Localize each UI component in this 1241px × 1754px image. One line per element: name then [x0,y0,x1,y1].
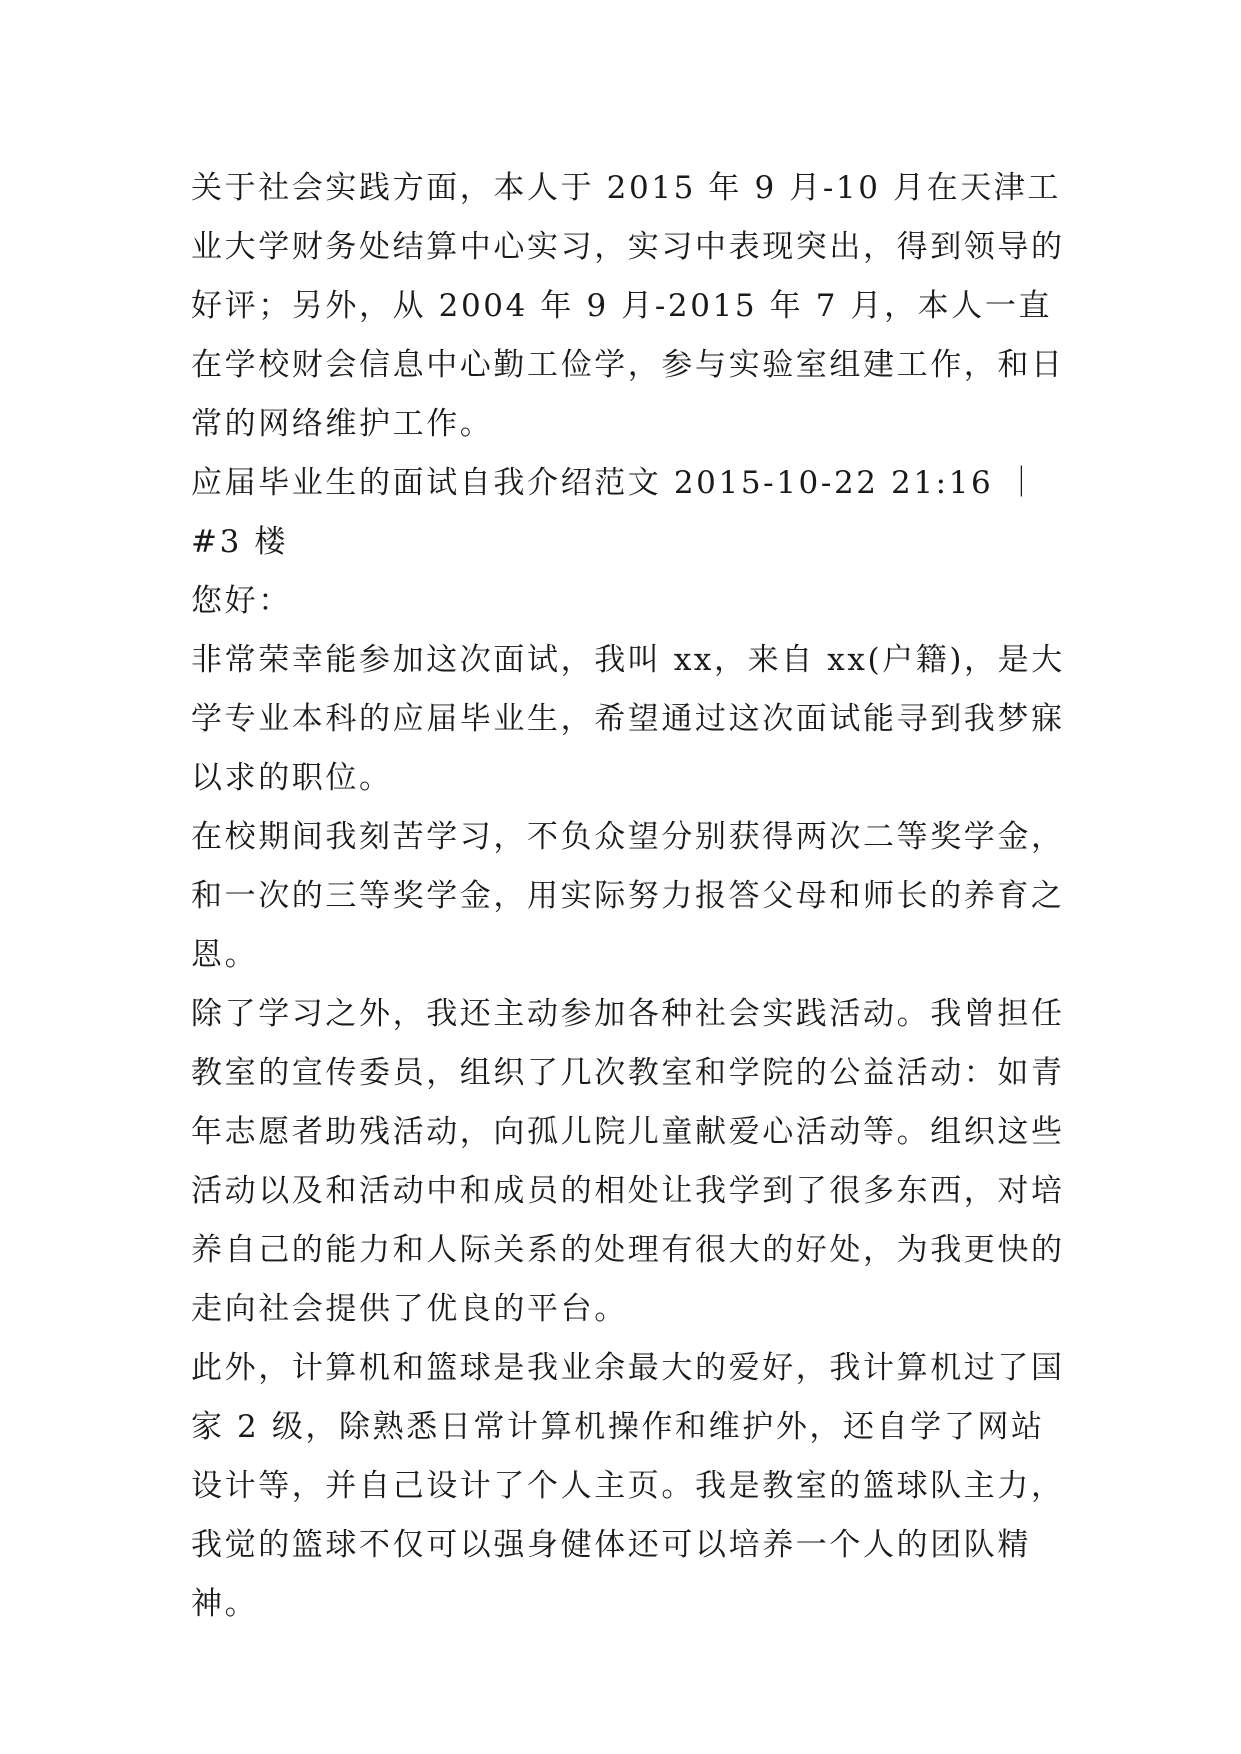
post-header: 应届毕业生的面试自我介绍范文 2015-10-22 21:16 ｜ #3 楼 [191,465,1065,560]
paragraph-greeting: 您好： [191,583,292,619]
document-body [191,159,1071,1634]
paragraph-study: 在校期间我刻苦学习，不负众望分别获得两次二等奖学金，和一次的三等奖学金，用实际努力报答父母和师长的养育之恩。 [191,819,1065,973]
paragraph-hobbies: 此外，计算机和篮球是我业余最大的爱好，我计算机过了国家 2 级，除熟悉日常计算机操作和维护外，还自学了网站设计等，并自己设计了个人主页。我是教室的篮球队主力，我觉的篮球不仅可以强身健体还可以培养一个人的团队精神。 [191,1350,1065,1622]
paragraph-social-practice: 关于社会实践方面，本人于 2015 年 9 月-10 月在天津工业大学财务处结算中心实习，实习中表现突出，得到领导的好评；另外，从 2004 年 9 月-2015 年 7 月，本人一直在学校财会信息中心勤工俭学，参与实验室组建工作，和日常的网络维护工作。 [191,170,1065,442]
paragraph-introduction: 非常荣幸能参加这次面试，我叫 xx，来自 xx(户籍)，是大学专业本科的应届毕业生，希望通过这次面试能寻到我梦寐以求的职位。 [191,642,1065,796]
paragraph-activities: 除了学习之外，我还主动参加各种社会实践活动。我曾担任教室的宣传委员，组织了几次教室和学院的公益活动：如青年志愿者助残活动，向孤儿院儿童献爱心活动等。组织这些活动以及和活动中和成员的相处让我学到了很多东西，对培养自己的能力和人际关系的处理有很大的好处，为我更快的走向社会提供了优良的平台。 [191,996,1065,1327]
